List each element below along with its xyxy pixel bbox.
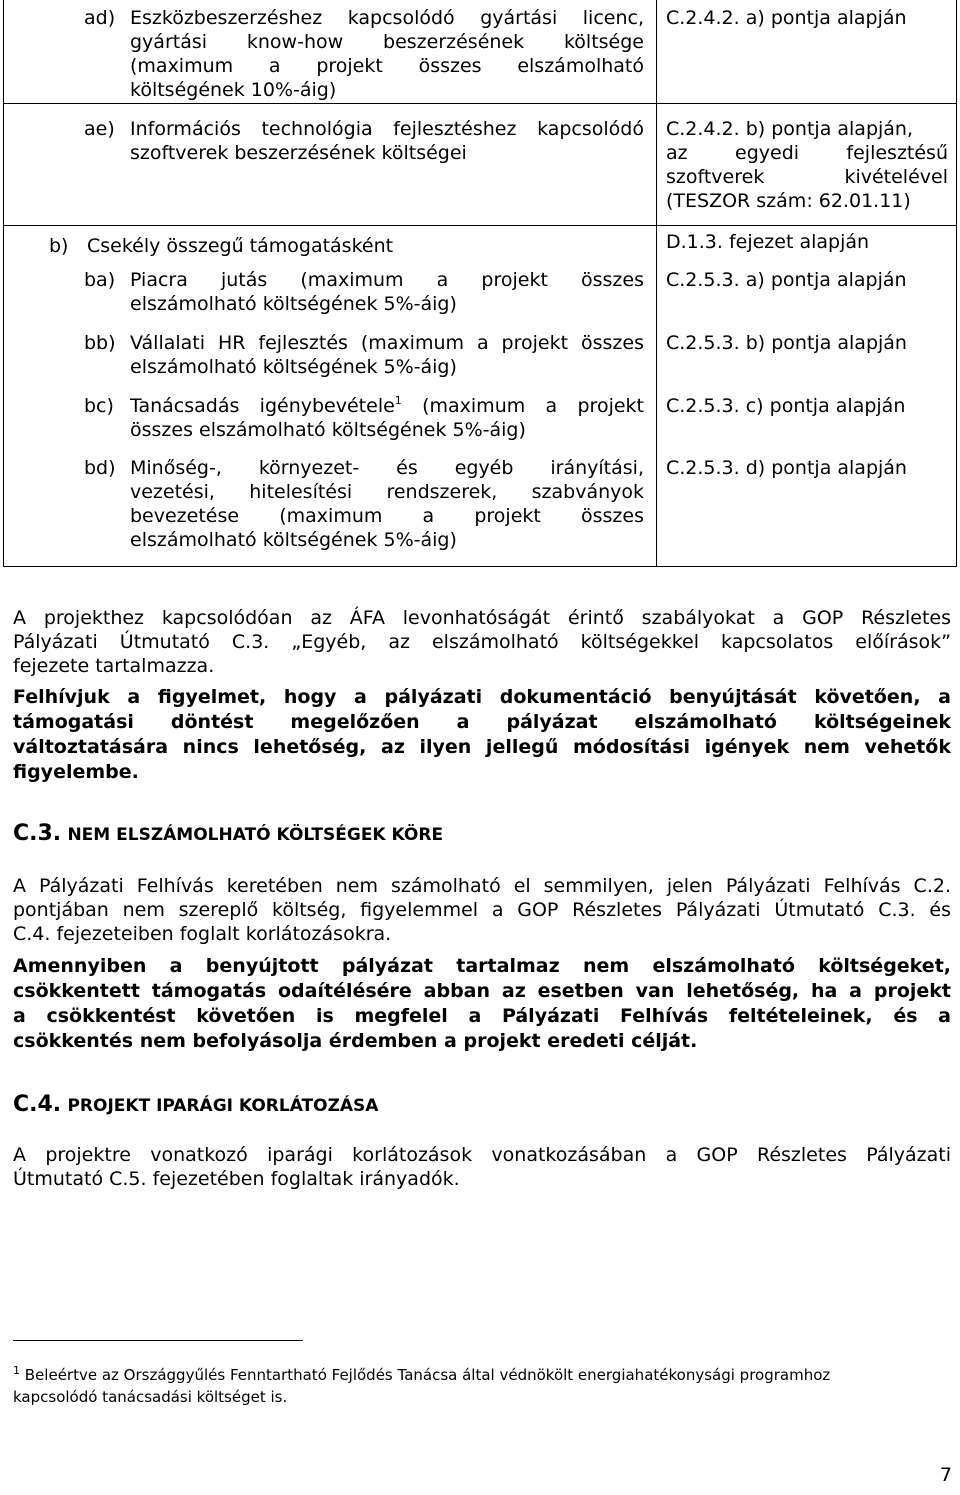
text: (maximum a projekt: [401, 395, 644, 417]
row-label-bd: bd): [84, 457, 116, 479]
line: Pályázati Útmutató C.3. „Egyéb, az elszámolható költségekkel kapcsolatos előírások”: [13, 631, 951, 653]
line: csökkentés nem befolyásolja érdemben a projekt eredeti célját.: [13, 1030, 698, 1052]
row-ref-bd: C.2.5.3. d) pontja alapján: [666, 457, 907, 479]
row-text-bd: [130, 456, 644, 552]
line: pontjában nem szereplő költség, figyelemmel a GOP Részletes Pályázati Útmutató C.3. és: [13, 899, 951, 921]
footnote-ref: 1: [394, 394, 402, 407]
row-text-b: Csekély összegű támogatásként: [87, 235, 394, 257]
row-ref-bc: C.2.5.3. c) pontja alapján: [666, 395, 906, 417]
paragraph-c4-text: [13, 1143, 951, 1191]
line: vezetési, hitelesítési rendszerek, szabványok: [130, 481, 644, 503]
table-column-divider: [656, 0, 657, 567]
line: C.2.4.2. b) pontja alapján,: [666, 118, 914, 140]
line: (maximum a projekt összes elszámolható: [130, 55, 644, 77]
line: Vállalati HR fejlesztés (maximum a projekt összes: [130, 332, 644, 354]
footnote-mark: 1: [13, 1364, 20, 1377]
section-heading-c3: [13, 822, 443, 847]
row-label-ba: ba): [84, 269, 116, 291]
line: Eszközbeszerzéshez kapcsolódó gyártási licenc,: [130, 7, 644, 29]
line: elszámolható költségének 5%-áig): [130, 293, 457, 315]
line: szoftverek beszerzésének költségei: [130, 142, 467, 164]
section-title: PROJEKT IPARÁGI KORLÁTOZÁSA: [67, 1096, 379, 1116]
line: összes elszámolható költségének 5%-áig): [130, 419, 526, 441]
paragraph-afa: [13, 606, 951, 678]
line: A projektre vonatkozó iparági korlátozások vonatkozásában a GOP Részletes Pályázati: [13, 1144, 951, 1166]
row-text-ad: [130, 6, 644, 102]
paragraph-c3-text: [13, 874, 951, 946]
row-text-bc: [130, 394, 644, 442]
row-ref-ae: [666, 117, 948, 213]
line: csökkentett támogatás odaítélésére abban az esetben van lehetőség, ha a projekt: [13, 980, 951, 1002]
line: C.4. fejezeteiben foglalt korlátozásokra.: [13, 923, 392, 945]
footnote: [13, 1360, 951, 1408]
line: elszámolható költségének 5%-áig): [130, 356, 457, 378]
table-row-divider: [3, 225, 957, 226]
text: Beleértve az Országgyűlés Fenntartható Fejlődés Tanácsa által védnökölt energiahatékonysági programhoz: [24, 1366, 831, 1384]
line: az egyedi fejlesztésű: [666, 142, 948, 164]
section-number: C.4.: [13, 1092, 62, 1117]
row-ref-bb: C.2.5.3. b) pontja alapján: [666, 332, 907, 354]
footnote-separator: [13, 1340, 303, 1341]
section-heading-c4: [13, 1093, 378, 1118]
line: figyelembe.: [13, 761, 139, 783]
row-label-bb: bb): [84, 332, 116, 354]
page-number: 7: [939, 1464, 952, 1486]
section-number: C.3.: [13, 821, 62, 846]
line: változtatására nincs lehetőség, az ilyen jellegű módosítási igények nem vehetők: [13, 736, 951, 758]
line: Információs technológia fejlesztéshez kapcsolódó: [130, 118, 644, 140]
text: Tanácsadás igénybevétele: [130, 395, 395, 417]
line: támogatási döntést megelőzően a pályázat elszámolható költségeinek: [13, 711, 951, 733]
line: bevezetése (maximum a projekt összes: [130, 505, 644, 527]
line: Piacra jutás (maximum a projekt összes: [130, 269, 644, 291]
line: (TESZOR szám: 62.01.11): [666, 190, 911, 212]
row-text-ba: [130, 268, 644, 316]
paragraph-notice: [13, 685, 951, 785]
line: a csökkentést követően is megfelel a Pályázati Felhívás feltételeinek, és a: [13, 1005, 951, 1027]
line: elszámolható költségének 5%-áig): [130, 529, 457, 551]
paragraph-c3-bold: [13, 954, 951, 1054]
table-row-divider: [3, 103, 957, 104]
row-label-ad: ad): [84, 7, 116, 29]
row-ref-b: D.1.3. fejezet alapján: [666, 231, 870, 253]
line: gyártási know-how beszerzésének költsége: [130, 31, 644, 53]
row-label-b: b): [49, 235, 69, 257]
row-label-bc: bc): [84, 395, 114, 417]
line: Felhívjuk a figyelmet, hogy a pályázati dokumentáció benyújtását követően, a: [13, 686, 951, 708]
row-ref-ad: C.2.4.2. a) pontja alapján: [666, 7, 907, 29]
row-label-ae: ae): [84, 118, 115, 140]
line: [130, 394, 644, 418]
line: Minőség-, környezet- és egyéb irányítási,: [130, 457, 644, 479]
row-text-ae: [130, 117, 644, 165]
footnote-line: kapcsolódó tanácsadási költséget is.: [13, 1388, 288, 1406]
row-ref-ba: C.2.5.3. a) pontja alapján: [666, 269, 907, 291]
line: Útmutató C.5. fejezetében foglaltak irányadók.: [13, 1168, 460, 1190]
line: szoftverek kivételével: [666, 166, 948, 188]
line: A Pályázati Felhívás keretében nem számolható el semmilyen, jelen Pályázati Felhívás C.2.: [13, 875, 951, 897]
line: fejezete tartalmazza.: [13, 655, 215, 677]
line: költségének 10%-áig): [130, 79, 337, 101]
line: Amennyiben a benyújtott pályázat tartalmaz nem elszámolható költségeket,: [13, 955, 951, 977]
section-title: NEM ELSZÁMOLHATÓ KÖLTSÉGEK KÖRE: [67, 825, 444, 845]
row-text-bb: [130, 331, 644, 379]
footnote-line: [13, 1360, 951, 1386]
line: A projekthez kapcsolódóan az ÁFA levonhatóságát érintő szabályokat a GOP Részletes: [13, 607, 951, 629]
